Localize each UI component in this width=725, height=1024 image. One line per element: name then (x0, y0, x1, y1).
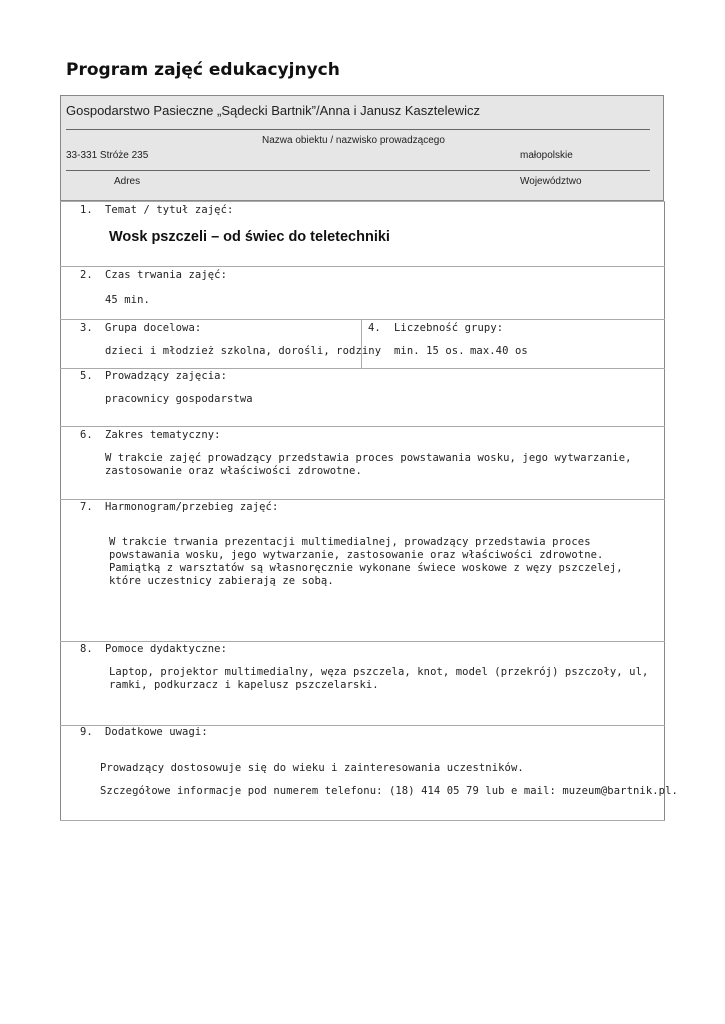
section-number: 4. (368, 322, 381, 334)
row-separator (60, 266, 665, 267)
table-left-border (60, 201, 61, 821)
address-value: 33-331 Stróże 235 (66, 150, 149, 161)
row-separator (60, 426, 665, 427)
section-label-schedule: Harmonogram/przebieg zajęć: (105, 501, 279, 513)
address-underline (66, 170, 650, 171)
teaching-aids-description: Laptop, projektor multimedialny, węza pszczela, knot, model (przekrój) pszczoły, ul, ramki, podkurzacz i kapelusz pszczelarski. (109, 666, 649, 691)
section-label-target-group: Grupa docelowa: (105, 322, 202, 334)
institution-caption: Nazwa obiektu / nazwisko prowadzącego (262, 135, 445, 146)
section-label-instructors: Prowadzący zajęcia: (105, 370, 228, 382)
instructors-value: pracownicy gospodarstwa (105, 393, 253, 405)
section-label-group-size: Liczebność grupy: (394, 322, 504, 334)
row-separator (60, 499, 665, 500)
row-separator (60, 641, 665, 642)
section-label-scope: Zakres tematyczny: (105, 429, 221, 441)
section-label-teaching-aids: Pomoce dydaktyczne: (105, 643, 228, 655)
notes-line-1: Prowadzący dostosowuje się do wieku i zainteresowania uczestników. (100, 762, 524, 774)
section-number: 1. (80, 204, 93, 216)
section-number: 2. (80, 269, 93, 281)
section-number: 9. (80, 726, 93, 738)
section-number: 6. (80, 429, 93, 441)
row-separator (60, 201, 665, 202)
voivodeship-caption: Województwo (520, 176, 582, 187)
target-group-value: dzieci i młodzież szkolna, dorośli, rodziny (105, 345, 382, 357)
group-size-max: max.40 os (470, 345, 528, 357)
section-number: 5. (80, 370, 93, 382)
column-separator (361, 319, 362, 368)
schedule-description: W trakcie trwania prezentacji multimedialnej, prowadzący przedstawia proces powstawania wosku, jego wytwarzanie, zastosowanie oraz właściwości zdrowotne. Pamiątką z warsztatów są własnoręcznie wykonane świece woskowe z węzy pszczelej, które uczestnicy zabierają ze sobą. (109, 536, 623, 587)
section-number: 8. (80, 643, 93, 655)
section-label-notes: Dodatkowe uwagi: (105, 726, 208, 738)
institution-name: Gospodarstwo Pasieczne „Sądecki Bartnik”/Anna i Janusz Kasztelewicz (66, 103, 481, 118)
section-label-duration: Czas trwania zajęć: (105, 269, 228, 281)
table-bottom-border (60, 820, 665, 821)
table-right-border (664, 201, 665, 821)
institution-underline (66, 129, 650, 130)
topic-title: Wosk pszczeli – od świec do teletechniki (109, 229, 390, 245)
notes-line-2: Szczegółowe informacje pod numerem telefonu: (18) 414 05 79 lub e mail: muzeum@bartnik.pl. (100, 785, 678, 797)
group-size-min: min. 15 os. (394, 345, 465, 357)
row-separator (60, 319, 665, 320)
scope-description: W trakcie zajęć prowadzący przedstawia proces powstawania wosku, jego wytwarzanie, zastosowanie oraz właściwości zdrowotne. (105, 452, 632, 477)
row-separator (60, 368, 665, 369)
page-title: Program zajęć edukacyjnych (66, 60, 340, 80)
duration-value: 45 min. (105, 294, 150, 306)
voivodeship-value: małopolskie (520, 150, 573, 161)
section-number: 7. (80, 501, 93, 513)
section-label-topic: Temat / tytuł zajęć: (105, 204, 234, 216)
address-caption: Adres (114, 176, 141, 187)
section-number: 3. (80, 322, 93, 334)
